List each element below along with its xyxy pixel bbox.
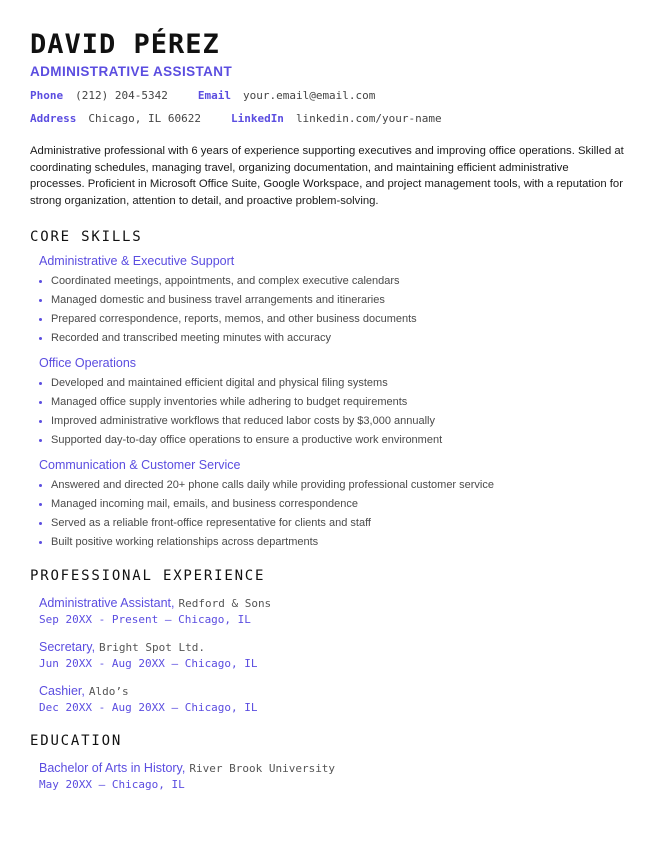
- job-dates-location: Sep 20XX - Present — Chicago, IL: [39, 613, 251, 626]
- address-value: Chicago, IL 60622: [88, 112, 201, 125]
- bullet-icon: [39, 401, 42, 404]
- job-entry: [39, 638, 625, 672]
- contact-row-1: [30, 89, 625, 112]
- address-label: Address: [30, 112, 77, 125]
- list-item: Coordinated meetings, appointments, and complex executive calendars: [39, 272, 625, 291]
- list-item: Prepared correspondence, reports, memos, and other business documents: [39, 310, 625, 329]
- bullet-icon: [39, 541, 42, 544]
- education-entry: [39, 759, 625, 793]
- list-item: Built positive working relationships across departments: [39, 533, 625, 552]
- job-dates-location: Dec 20XX - Aug 20XX — Chicago, IL: [39, 701, 258, 714]
- bullet-icon: [39, 337, 42, 340]
- linkedin-label: LinkedIn: [230, 112, 284, 125]
- job-title: Cashier,: [39, 684, 85, 698]
- job-entry: [39, 594, 625, 628]
- education-heading: EDUCATION: [30, 733, 123, 749]
- bullet-icon: [39, 299, 42, 302]
- list-item: Recorded and transcribed meeting minutes with accuracy: [39, 329, 625, 348]
- phone-label: Phone: [30, 89, 64, 102]
- skill-group-heading: Office Operations: [39, 356, 137, 370]
- candidate-name: DAVID PÉREZ: [30, 29, 220, 60]
- email-value[interactable]: your.email@email.com: [242, 89, 376, 102]
- skill-group-office: [30, 356, 625, 450]
- education-dates-location: May 20XX — Chicago, IL: [39, 778, 185, 791]
- job-dates-location: Jun 20XX - Aug 20XX — Chicago, IL: [39, 657, 258, 670]
- resume-page: [30, 28, 625, 793]
- skill-group-heading: Communication & Customer Service: [39, 458, 241, 472]
- job-company: Aldo’s: [88, 685, 129, 698]
- job-entry: [39, 682, 625, 716]
- job-title: Administrative Assistant,: [39, 596, 175, 610]
- bullet-icon: [39, 318, 42, 321]
- bullet-icon: [39, 503, 42, 506]
- bullet-icon: [39, 484, 42, 487]
- job-title: Secretary,: [39, 640, 96, 654]
- skill-group-heading: Administrative & Executive Support: [39, 254, 235, 268]
- bullet-icon: [39, 522, 42, 525]
- job-company: Bright Spot Ltd.: [99, 641, 206, 654]
- list-item: Managed office supply inventories while adhering to budget requirements: [39, 393, 625, 412]
- list-item: Developed and maintained efficient digital and physical filing systems: [39, 374, 625, 393]
- list-item: Served as a reliable front-office representative for clients and staff: [39, 514, 625, 533]
- email-label: Email: [197, 89, 231, 102]
- linkedin-value[interactable]: linkedin.com/your-name: [295, 112, 442, 125]
- list-item: Supported day-to-day office operations to ensure a productive work environment: [39, 431, 625, 450]
- job-role: ADMINISTRATIVE ASSISTANT: [30, 64, 233, 79]
- job-company: Redford & Sons: [178, 597, 272, 610]
- contact-row-2: [30, 112, 625, 135]
- professional-summary: Administrative professional with 6 years of experience supporting executives and improving office operations. Skilled at coordinating schedules, managing travel, organizing documentation, and maintaining efficient administrative processes. Proficient in Microsoft Office Suite, Google Workspace, and project management tools, with a reputation for strong organization, attention to detail, and proactive problem-solving.: [30, 145, 624, 207]
- bullet-icon: [39, 439, 42, 442]
- bullet-icon: [39, 280, 42, 283]
- core-skills-heading: CORE SKILLS: [30, 229, 143, 245]
- list-item: Managed incoming mail, emails, and business correspondence: [39, 495, 625, 514]
- experience-heading: PROFESSIONAL EXPERIENCE: [30, 568, 266, 584]
- school-name: River Brook University: [189, 762, 336, 775]
- degree-title: Bachelor of Arts in History,: [39, 761, 186, 775]
- bullet-icon: [39, 382, 42, 385]
- skill-group-admin: [30, 254, 625, 348]
- list-item: Answered and directed 20+ phone calls daily while providing professional customer service: [39, 476, 625, 495]
- phone-value: (212) 204-5342: [75, 89, 168, 102]
- list-item: Improved administrative workflows that reduced labor costs by $3,000 annually: [39, 412, 625, 431]
- bullet-icon: [39, 420, 42, 423]
- skill-group-communication: [30, 458, 625, 552]
- list-item: Managed domestic and business travel arrangements and itineraries: [39, 291, 625, 310]
